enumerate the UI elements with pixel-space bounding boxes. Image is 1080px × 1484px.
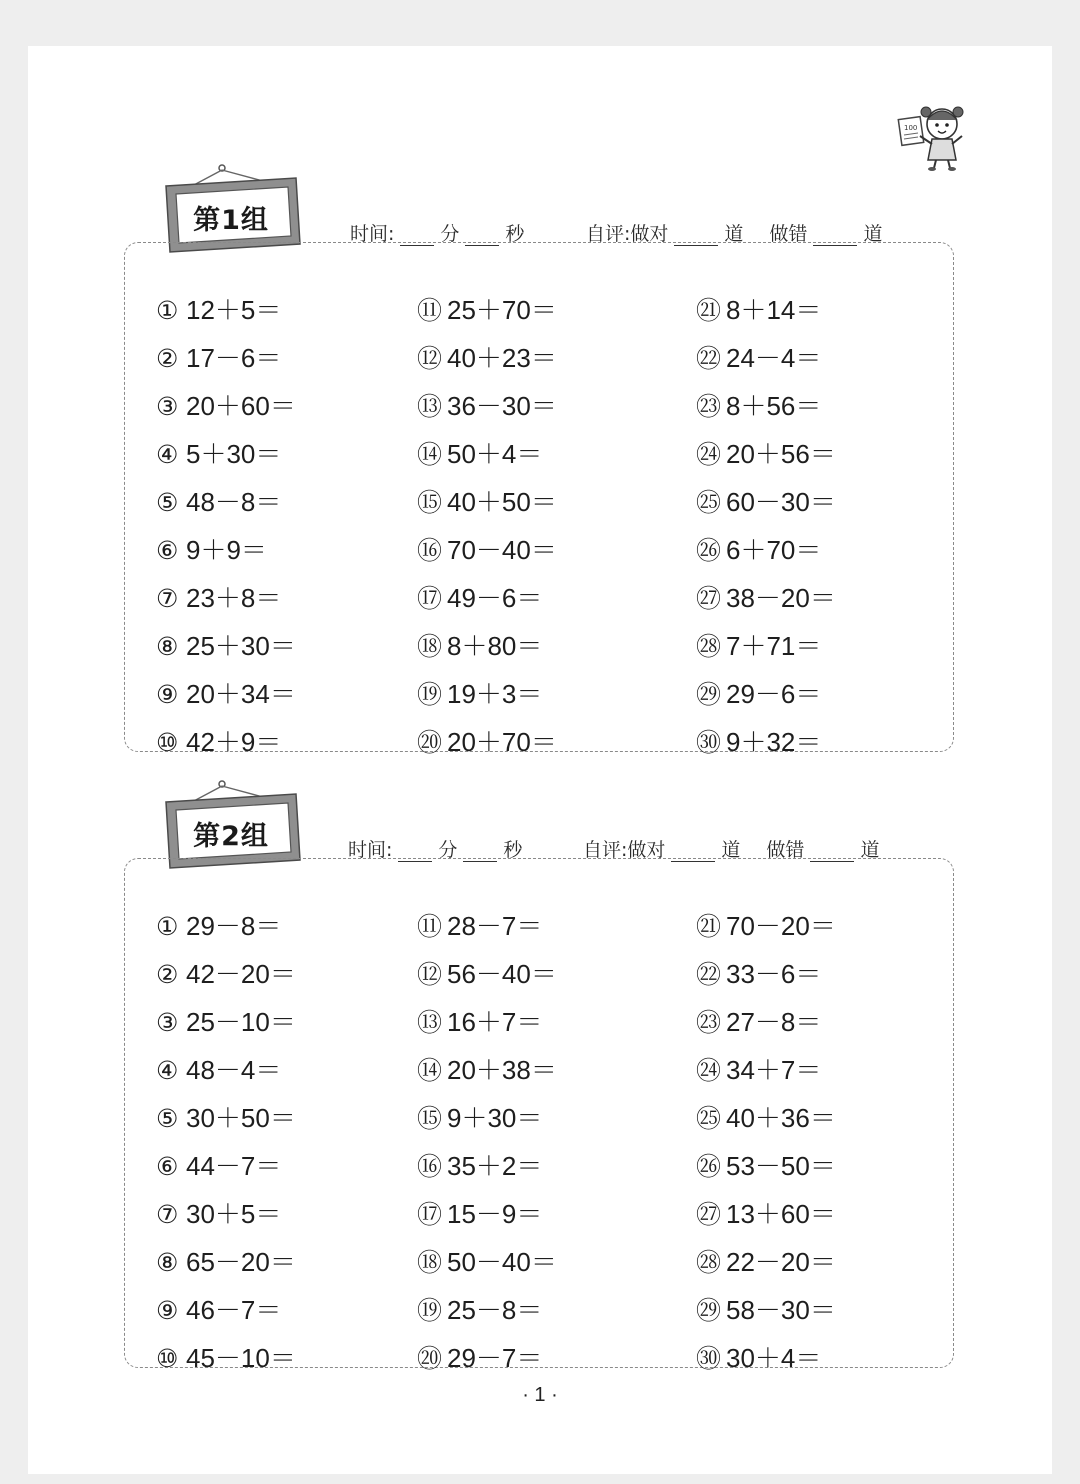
worksheet-page bbox=[28, 46, 1052, 1474]
problem-item bbox=[696, 1238, 836, 1286]
problem-number: ㉙ bbox=[696, 1297, 722, 1325]
problem-number: ⑥ bbox=[156, 537, 179, 565]
problem-number: ⑱ bbox=[417, 1249, 443, 1277]
problem-expression: 25－10＝ bbox=[186, 1007, 296, 1037]
problem-expression: 56－40＝ bbox=[447, 959, 557, 989]
problem-item bbox=[696, 622, 821, 670]
problem-item bbox=[696, 334, 821, 382]
problem-item bbox=[696, 286, 821, 334]
problem-item bbox=[417, 1190, 542, 1238]
girl-holding-100-score-icon bbox=[894, 100, 974, 172]
problem-item bbox=[696, 526, 821, 574]
problem-expression: 25＋30＝ bbox=[186, 631, 296, 661]
problem-number: ⑧ bbox=[156, 1249, 179, 1277]
problem-number: ⑤ bbox=[156, 1105, 179, 1133]
problem-number: ⑭ bbox=[417, 1057, 443, 1085]
problem-item bbox=[417, 902, 542, 950]
problem-expression: 13＋60＝ bbox=[726, 1199, 836, 1229]
problem-item bbox=[156, 334, 281, 382]
problem-number: ⑯ bbox=[417, 537, 443, 565]
problem-item bbox=[156, 430, 281, 478]
problem-number: ㉔ bbox=[696, 1057, 722, 1085]
problem-number: ㉒ bbox=[696, 961, 722, 989]
page-number: · 1 · bbox=[522, 1384, 558, 1406]
problem-number: ㉔ bbox=[696, 441, 722, 469]
problem-item bbox=[156, 574, 281, 622]
problem-number: ⑥ bbox=[156, 1153, 179, 1181]
problem-expression: 25＋70＝ bbox=[447, 295, 557, 325]
problem-item bbox=[417, 382, 557, 430]
svg-text:100: 100 bbox=[904, 124, 918, 132]
problem-expression: 36－30＝ bbox=[447, 391, 557, 421]
problem-item bbox=[156, 1238, 296, 1286]
problem-expression: 40＋23＝ bbox=[447, 343, 557, 373]
problem-expression: 58－30＝ bbox=[726, 1295, 836, 1325]
problem-item bbox=[156, 902, 281, 950]
problem-item bbox=[156, 1286, 281, 1334]
problem-number: ⑮ bbox=[417, 489, 443, 517]
problem-item bbox=[156, 1142, 281, 1190]
problem-number: ⑲ bbox=[417, 681, 443, 709]
group-title: 第1组 bbox=[193, 204, 269, 236]
problem-expression: 53－50＝ bbox=[726, 1151, 836, 1181]
second-label: 秒 bbox=[505, 223, 525, 245]
wrong-label: 做错 bbox=[769, 223, 808, 245]
problem-number: ④ bbox=[156, 1057, 179, 1085]
problem-expression: 48－4＝ bbox=[186, 1055, 282, 1085]
problem-expression: 28－7＝ bbox=[447, 911, 543, 941]
problem-item bbox=[417, 1286, 542, 1334]
problem-item bbox=[156, 1094, 296, 1142]
problem-number: ⑱ bbox=[417, 633, 443, 661]
problem-number: ㉕ bbox=[696, 1105, 722, 1133]
dao-label: 道 bbox=[860, 839, 880, 861]
problem-expression: 49－6＝ bbox=[447, 583, 543, 613]
problem-expression: 70－20＝ bbox=[726, 911, 836, 941]
problem-item bbox=[417, 478, 557, 526]
problem-number: ㉖ bbox=[696, 1153, 722, 1181]
problem-number: ㉓ bbox=[696, 393, 722, 421]
problem-number: ㉒ bbox=[696, 345, 722, 373]
problem-expression: 9＋30＝ bbox=[447, 1103, 543, 1133]
problem-item bbox=[156, 718, 281, 766]
problem-expression: 20＋34＝ bbox=[186, 679, 296, 709]
problem-number: ⑨ bbox=[156, 1297, 179, 1325]
problem-item bbox=[696, 1094, 836, 1142]
dao-label: 道 bbox=[863, 223, 883, 245]
problem-number: ㉚ bbox=[696, 729, 722, 757]
problem-number: ⑧ bbox=[156, 633, 179, 661]
problem-number: ⑭ bbox=[417, 441, 443, 469]
problem-expression: 25－8＝ bbox=[447, 1295, 543, 1325]
problem-number: ㉓ bbox=[696, 1009, 722, 1037]
problem-number: ⑩ bbox=[156, 1345, 179, 1373]
problem-item bbox=[696, 718, 821, 766]
problem-item bbox=[156, 950, 296, 998]
problem-expression: 8＋80＝ bbox=[447, 631, 543, 661]
problem-expression: 16＋7＝ bbox=[447, 1007, 543, 1037]
problem-number: ⑫ bbox=[417, 961, 443, 989]
problem-number: ㉙ bbox=[696, 681, 722, 709]
problem-expression: 46－7＝ bbox=[186, 1295, 282, 1325]
problem-item bbox=[696, 574, 836, 622]
problem-expression: 8＋14＝ bbox=[726, 295, 822, 325]
problem-number: ⑲ bbox=[417, 1297, 443, 1325]
problem-number: ⑰ bbox=[417, 1201, 443, 1229]
problem-item bbox=[156, 382, 296, 430]
problem-item bbox=[696, 382, 821, 430]
problem-expression: 29－6＝ bbox=[726, 679, 822, 709]
problem-number: ㉗ bbox=[696, 585, 722, 613]
problem-item bbox=[696, 1142, 836, 1190]
problem-number: ⑦ bbox=[156, 585, 179, 613]
problem-item bbox=[417, 286, 557, 334]
problem-group-2 bbox=[28, 780, 1052, 1373]
problem-number: ㉑ bbox=[696, 297, 722, 325]
time-label: 时间: bbox=[348, 839, 393, 861]
problem-expression: 30＋50＝ bbox=[186, 1103, 296, 1133]
problem-item bbox=[417, 998, 542, 1046]
group-title: 第2组 bbox=[193, 820, 269, 852]
problem-item bbox=[156, 1190, 281, 1238]
problem-expression: 33－6＝ bbox=[726, 959, 822, 989]
problem-item bbox=[417, 1238, 557, 1286]
problem-item bbox=[417, 1046, 557, 1094]
problem-item bbox=[156, 1046, 281, 1094]
dao-label: 道 bbox=[721, 839, 741, 861]
problem-expression: 7＋71＝ bbox=[726, 631, 822, 661]
problem-item bbox=[696, 670, 821, 718]
problem-expression: 9＋32＝ bbox=[726, 727, 822, 757]
problem-expression: 48－8＝ bbox=[186, 487, 282, 517]
problem-expression: 17－6＝ bbox=[186, 343, 282, 373]
problem-number: ㉖ bbox=[696, 537, 722, 565]
problem-number: ② bbox=[156, 345, 179, 373]
problem-number: ㉘ bbox=[696, 633, 722, 661]
problem-number: ① bbox=[156, 297, 179, 325]
problem-item bbox=[156, 998, 296, 1046]
problem-expression: 15－9＝ bbox=[447, 1199, 543, 1229]
problem-number: ⑮ bbox=[417, 1105, 443, 1133]
problem-number: ③ bbox=[156, 393, 179, 421]
problem-number: ⑳ bbox=[417, 1345, 443, 1373]
problem-item bbox=[417, 574, 542, 622]
problem-item bbox=[696, 1334, 821, 1382]
problem-expression: 40＋36＝ bbox=[726, 1103, 836, 1133]
problem-item bbox=[696, 902, 836, 950]
dao-label: 道 bbox=[724, 223, 744, 245]
problem-expression: 22－20＝ bbox=[726, 1247, 836, 1277]
problem-expression: 65－20＝ bbox=[186, 1247, 296, 1277]
problem-item bbox=[417, 950, 557, 998]
problem-number: ③ bbox=[156, 1009, 179, 1037]
problem-number: ⑪ bbox=[417, 297, 443, 325]
problem-item bbox=[696, 430, 836, 478]
problem-number: ㉚ bbox=[696, 1345, 722, 1373]
problem-expression: 20＋70＝ bbox=[447, 727, 557, 757]
eval-label: 自评:做对 bbox=[586, 223, 669, 245]
problem-item bbox=[156, 670, 296, 718]
problem-expression: 30＋4＝ bbox=[726, 1343, 822, 1373]
problem-expression: 45－10＝ bbox=[186, 1343, 296, 1373]
problem-expression: 19＋3＝ bbox=[447, 679, 543, 709]
problem-item bbox=[417, 430, 542, 478]
problem-expression: 20＋38＝ bbox=[447, 1055, 557, 1085]
problem-item bbox=[417, 526, 557, 574]
problem-number: ⑫ bbox=[417, 345, 443, 373]
problem-expression: 44－7＝ bbox=[186, 1151, 282, 1181]
problem-item bbox=[417, 622, 542, 670]
problem-expression: 20＋56＝ bbox=[726, 439, 836, 469]
problem-expression: 70－40＝ bbox=[447, 535, 557, 565]
problem-item bbox=[696, 1190, 836, 1238]
problem-expression: 9＋9＝ bbox=[186, 535, 267, 565]
problem-item bbox=[417, 1142, 542, 1190]
problem-item bbox=[156, 1334, 296, 1382]
problem-expression: 24－4＝ bbox=[726, 343, 822, 373]
problem-expression: 30＋5＝ bbox=[186, 1199, 282, 1229]
problem-group-1 bbox=[28, 164, 1052, 757]
problem-expression: 5＋30＝ bbox=[186, 439, 282, 469]
problem-number: ⑳ bbox=[417, 729, 443, 757]
eval-label: 自评:做对 bbox=[583, 839, 666, 861]
problem-number: ⑯ bbox=[417, 1153, 443, 1181]
problem-item bbox=[696, 1046, 821, 1094]
problem-expression: 40＋50＝ bbox=[447, 487, 557, 517]
problem-number: ⑩ bbox=[156, 729, 179, 757]
problem-item bbox=[696, 1286, 836, 1334]
problem-item bbox=[156, 478, 281, 526]
problem-number: ⑦ bbox=[156, 1201, 179, 1229]
minute-label: 分 bbox=[440, 223, 460, 245]
second-label: 秒 bbox=[503, 839, 523, 861]
problem-expression: 29－8＝ bbox=[186, 911, 282, 941]
problem-expression: 29－7＝ bbox=[447, 1343, 543, 1373]
problem-expression: 6＋70＝ bbox=[726, 535, 822, 565]
problem-number: ㉕ bbox=[696, 489, 722, 517]
problem-item bbox=[156, 622, 296, 670]
time-label: 时间: bbox=[350, 223, 395, 245]
problem-expression: 12＋5＝ bbox=[186, 295, 282, 325]
problem-number: ② bbox=[156, 961, 179, 989]
problem-item bbox=[417, 718, 557, 766]
problem-expression: 20＋60＝ bbox=[186, 391, 296, 421]
problem-expression: 8＋56＝ bbox=[726, 391, 822, 421]
problem-expression: 50＋4＝ bbox=[447, 439, 543, 469]
minute-label: 分 bbox=[438, 839, 458, 861]
problem-item bbox=[417, 334, 557, 382]
problem-number: ㉗ bbox=[696, 1201, 722, 1229]
problem-expression: 60－30＝ bbox=[726, 487, 836, 517]
problem-expression: 23＋8＝ bbox=[186, 583, 282, 613]
problem-number: ㉑ bbox=[696, 913, 722, 941]
problem-number: ⑰ bbox=[417, 585, 443, 613]
problem-expression: 34＋7＝ bbox=[726, 1055, 822, 1085]
problem-item bbox=[696, 998, 821, 1046]
problem-number: ⑨ bbox=[156, 681, 179, 709]
problem-number: ⑪ bbox=[417, 913, 443, 941]
wrong-label: 做错 bbox=[766, 839, 805, 861]
problem-number: ④ bbox=[156, 441, 179, 469]
problem-expression: 50－40＝ bbox=[447, 1247, 557, 1277]
problem-item bbox=[696, 950, 821, 998]
problem-expression: 35＋2＝ bbox=[447, 1151, 543, 1181]
problem-expression: 42－20＝ bbox=[186, 959, 296, 989]
problem-expression: 27－8＝ bbox=[726, 1007, 822, 1037]
problem-item bbox=[696, 478, 836, 526]
problem-item bbox=[417, 1334, 542, 1382]
problem-number: ㉘ bbox=[696, 1249, 722, 1277]
problem-item bbox=[417, 1094, 542, 1142]
problem-number: ① bbox=[156, 913, 179, 941]
problem-item bbox=[156, 526, 267, 574]
problem-item bbox=[156, 286, 281, 334]
problem-item bbox=[417, 670, 542, 718]
problem-expression: 38－20＝ bbox=[726, 583, 836, 613]
problem-number: ⑤ bbox=[156, 489, 179, 517]
problem-expression: 42＋9＝ bbox=[186, 727, 282, 757]
problem-number: ⑬ bbox=[417, 393, 443, 421]
problem-number: ⑬ bbox=[417, 1009, 443, 1037]
